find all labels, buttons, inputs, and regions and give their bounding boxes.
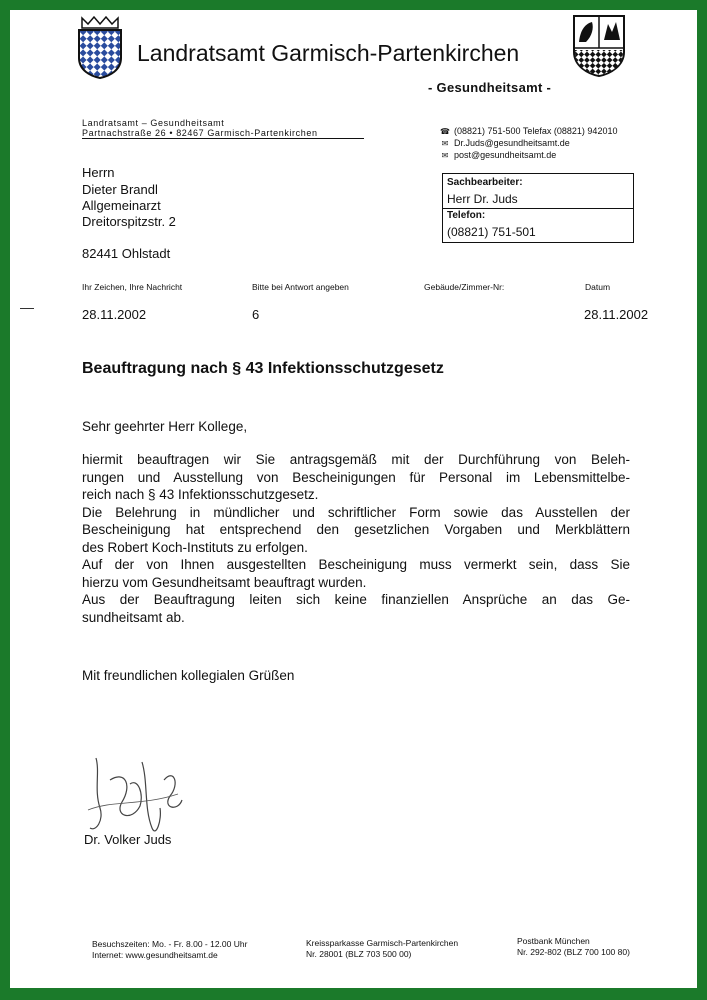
org-name: Landratsamt Garmisch-Partenkirchen (137, 40, 520, 66)
box-divider (443, 208, 633, 209)
officer-phone: (08821) 751-501 (447, 225, 536, 239)
reply-ref-value: 6 (252, 307, 260, 322)
your-ref-label: Ihr Zeichen, Ihre Nachricht (82, 282, 183, 292)
body-line: rungen und Ausstellung von Bescheinigungen für Personal im Lebensmittelbe- (82, 469, 630, 485)
handwritten-signature (82, 750, 192, 845)
envelope-icon: ✉ (441, 138, 449, 148)
contact-email-2 (440, 150, 556, 160)
signatory-name: Dr. Volker Juds (84, 832, 172, 847)
recipient-street: Dreitorspitzstr. 2 (82, 214, 176, 229)
letter-closing: Mit freundlichen kollegialen Grüßen (82, 668, 295, 683)
date-label: Datum (585, 282, 611, 292)
letter-salutation: Sehr geehrter Herr Kollege, (82, 419, 248, 434)
footer-bank-1 (306, 938, 458, 960)
letter-body (82, 451, 630, 626)
contact-phone-text: (08821) 751-500 Telefax (08821) 942010 (454, 126, 618, 136)
case-officer-box (442, 173, 634, 243)
body-line: des Robert Koch-Instituts zu erfolgen. (82, 539, 308, 555)
department-name: - Gesundheitsamt - (428, 80, 552, 95)
recipient-salutation: Herrn (82, 165, 115, 180)
telephone-icon: ☎ (440, 126, 450, 136)
letter-subject: Beauftragung nach § 43 Infektionsschutzgesetz (82, 360, 444, 377)
envelope-icon: ✉ (441, 150, 449, 160)
date-value: 28.11.2002 (584, 307, 649, 322)
officer-name: Herr Dr. Juds (447, 192, 518, 206)
sender-underline (82, 138, 364, 139)
footer-bank1-account: Nr. 28001 (BLZ 703 500 00) (306, 949, 412, 959)
phone-label: Telefon: (447, 210, 486, 221)
body-line: reich nach § 43 Infektionsschutzgesetz. (82, 487, 319, 502)
recipient-title: Allgemeinarzt (82, 198, 161, 213)
body-line: hiermit beauftragen wir Sie antragsgemäß mit der Durchführung von Beleh- (82, 452, 630, 467)
body-line: Aus der Beauftragung leiten sich keine finanziellen Ansprüche an das Ge- (82, 592, 630, 607)
recipient-name: Dieter Brandl (82, 182, 158, 197)
officer-label: Sachbearbeiter: (447, 177, 523, 188)
body-line: hierzu vom Gesundheitsamt beauftragt wurden. (82, 574, 367, 590)
sender-line-1: Landratsamt – Gesundheitsamt (82, 118, 225, 128)
room-label: Gebäude/Zimmer-Nr: (424, 282, 505, 292)
letter-page (10, 10, 697, 988)
footer-bank1-name: Kreissparkasse Garmisch-Partenkirchen (306, 938, 459, 948)
your-ref-value: 28.11.2002 (82, 307, 147, 322)
footer-bank2-account: Nr. 292-802 (BLZ 700 100 80) (517, 947, 630, 957)
footer-hours: Besuchszeiten: Mo. - Fr. 8.00 - 12.00 Uhr (92, 939, 248, 949)
contact-phone (440, 126, 617, 136)
contact-email-1-text: Dr.Juds@gesundheitsamt.de (454, 138, 570, 148)
footer-hours-block (92, 939, 247, 961)
body-line: sundheitsamt ab. (82, 609, 185, 625)
footer-internet: Internet: www.gesundheitsamt.de (92, 950, 218, 960)
recipient-city: 82441 Ohlstadt (82, 246, 171, 261)
fold-mark (20, 308, 34, 309)
sender-line-2: Partnachstraße 26 • 82467 Garmisch-Partenkirchen (82, 128, 318, 138)
contact-email-2-text: post@gesundheitsamt.de (454, 150, 557, 160)
reply-ref-label: Bitte bei Antwort angeben (252, 282, 349, 292)
body-line: Die Belehrung in mündlicher und schriftlicher Form sowie das Ausstellen der (82, 504, 630, 520)
body-line: Auf der von Ihnen ausgestellten Bescheinigung muss vermerkt sein, dass Sie (82, 557, 630, 572)
body-line: Bescheinigung hat entsprechend den gesetzlichen Vorgaben und Merkblättern (82, 522, 630, 537)
district-coat-of-arms-icon (570, 12, 628, 78)
bavarian-lozenge-crest-icon (76, 14, 124, 80)
contact-email-1 (440, 138, 570, 148)
footer-bank-2 (517, 936, 630, 958)
footer-bank2-name: Postbank München (517, 936, 590, 946)
